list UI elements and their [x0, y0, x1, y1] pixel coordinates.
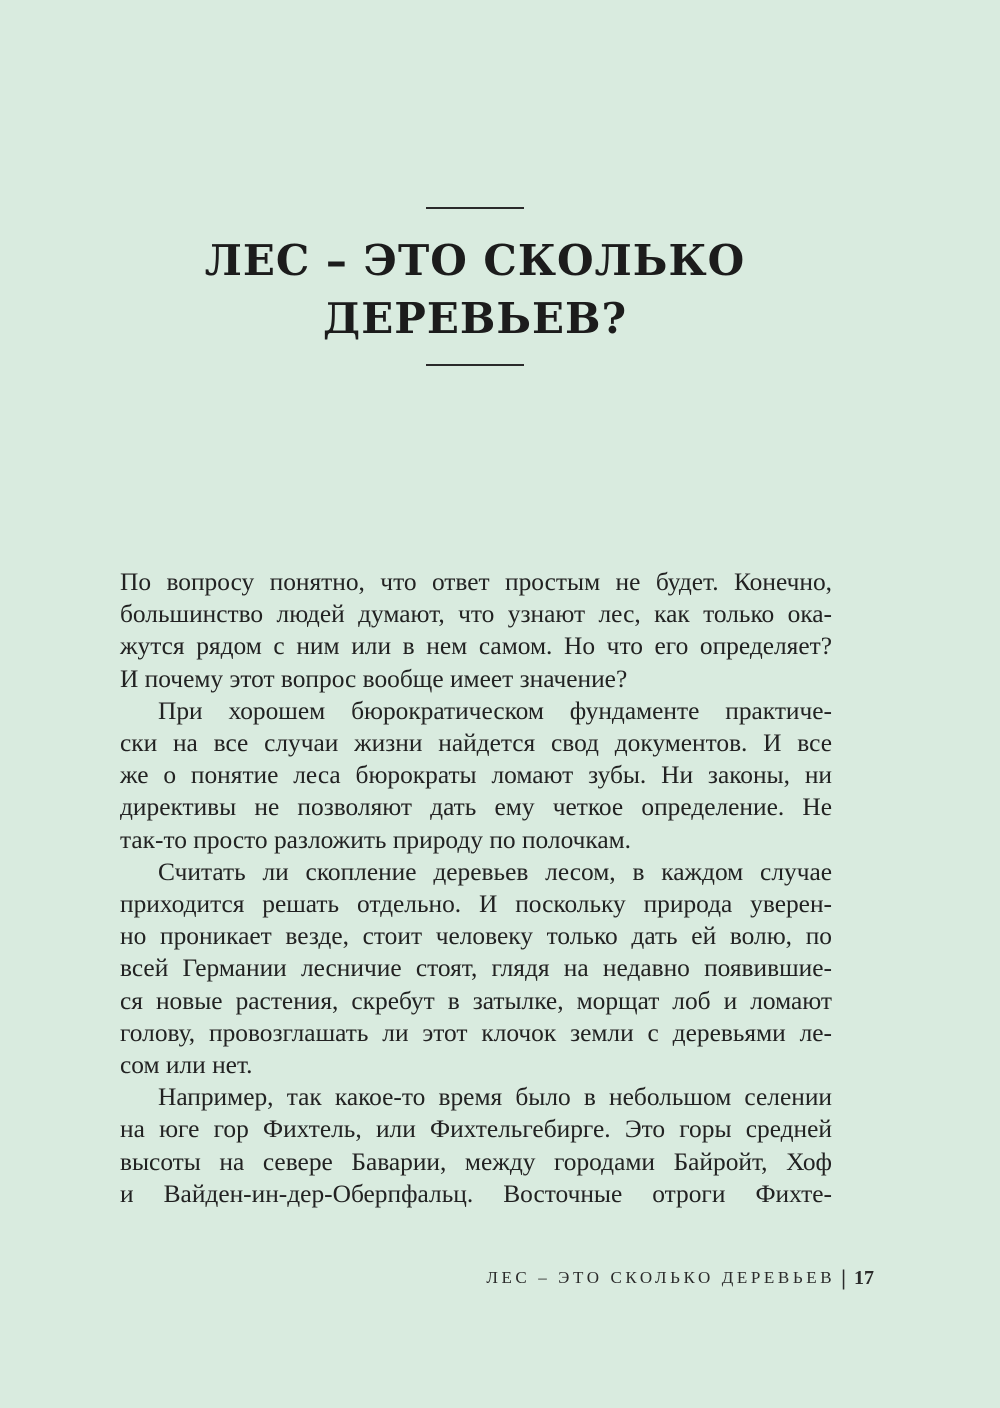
page-number: 17	[854, 1266, 874, 1289]
chapter-title	[120, 232, 830, 348]
text-line: голову, провозглашать ли этот клочок земли с деревьями ле-	[120, 1018, 832, 1047]
text-line: ски на все случаи жизни найдется свод документов. И все	[120, 729, 832, 758]
text-line: директивы не позволяют дать ему четкое определение. Не	[120, 793, 832, 822]
text-line: жутся рядом с ним или в нем самом. Но что его определяет?	[120, 632, 832, 661]
text-line: ся новые растения, скребут в затылке, морщат лоб и ломают	[120, 986, 832, 1015]
text-line: и Вайден-ин-дер-Оберпфальц. Восточные отроги Фихте-	[120, 1179, 832, 1208]
text-line: И почему этот вопрос вообще имеет значение?	[120, 664, 628, 693]
text-line: По вопросу понятно, что ответ простым не будет. Конечно,	[120, 568, 832, 596]
text-line: приходится решать отдельно. И поскольку природа уверен-	[120, 890, 832, 919]
text-line: на юге гор Фихтель, или Фихтельгебирге. Это горы средней	[120, 1115, 832, 1144]
chapter-title-line: ЛЕС – ЭТО СКОЛЬКО	[204, 236, 746, 285]
text-line: высоты на севере Баварии, между городами Байройт, Хоф	[120, 1147, 832, 1176]
title-rule-bottom	[426, 364, 524, 366]
body-text	[120, 566, 832, 1210]
running-title: ЛЕС – ЭТО СКОЛЬКО ДЕРЕВЬЕВ	[486, 1268, 836, 1287]
text-line: сом или нет.	[120, 1051, 253, 1080]
text-line: всей Германии лесничие стоят, глядя на недавно появившие-	[120, 954, 832, 983]
text-line: так-то просто разложить природу по полочкам.	[120, 825, 632, 854]
text-line: но проникает везде, стоит человеку только дать ей волю, по	[120, 922, 832, 951]
text-line: Например, так какое-то время было в небольшом селении	[158, 1083, 832, 1112]
text-line: При хорошем бюрократическом фундаменте практиче-	[158, 696, 832, 725]
chapter-title-line: ДЕРЕВЬЕВ?	[322, 294, 628, 343]
footer-separator: |	[841, 1265, 846, 1290]
title-rule-top	[426, 207, 524, 209]
text-line: большинство людей думают, что узнают лес, как только ока-	[120, 600, 832, 629]
text-line: Считать ли скопление деревьев лесом, в каждом случае	[158, 857, 832, 886]
running-footer	[486, 1263, 874, 1293]
text-line: же о понятие леса бюрократы ломают зубы. Ни законы, ни	[120, 761, 832, 790]
